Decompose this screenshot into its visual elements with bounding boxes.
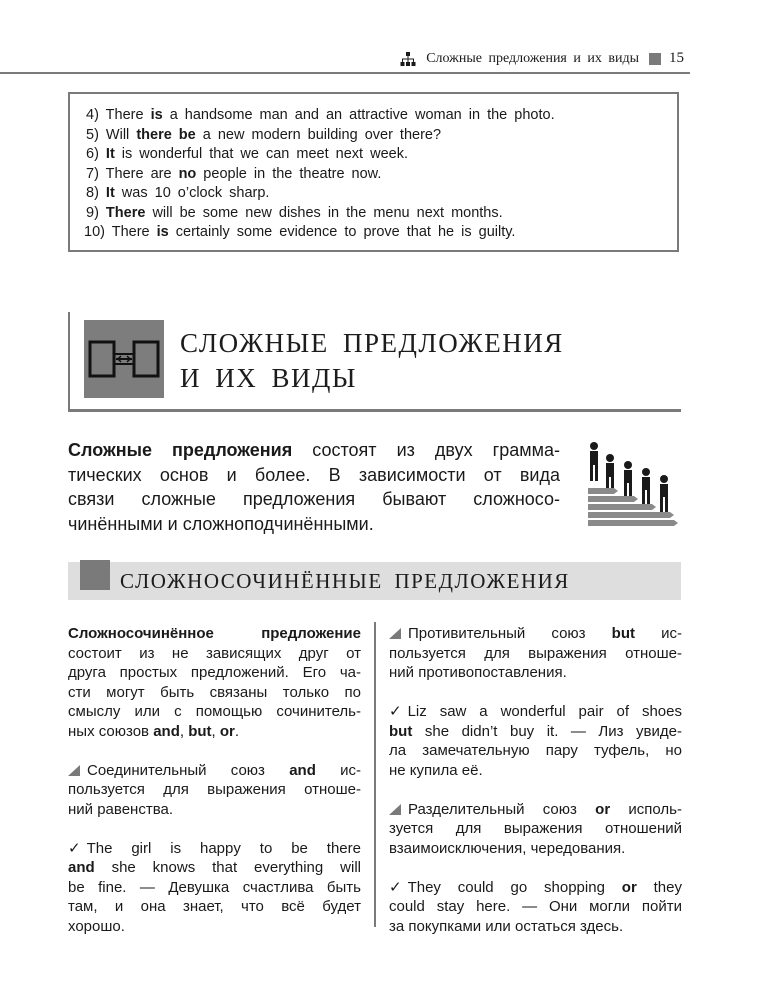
examples-box (68, 92, 679, 252)
running-header (0, 44, 690, 74)
example-or-line-3: за покупками или остаться здесь. (389, 917, 624, 935)
definition-line-6: ных союзов and, but, or. (68, 722, 240, 740)
example-line-4: 4) There is a handsome man and an attractive woman in the photo. (86, 107, 555, 123)
conjunction-and-line-1: Соединительный союз and ис- (68, 761, 361, 781)
definition-line-5: смыслу или с помощью сочинитель- (68, 703, 361, 720)
example-but-line-2: but she didn’t buy it. — Лиз увиде- (389, 722, 682, 740)
example-and-line-3: be fine. — Девушка счастлива быть (68, 878, 361, 896)
intro-line-2: тических основ и более. В зависимости от вида (68, 464, 560, 485)
conjunction-but-line-3: ний противопоставления. (389, 664, 567, 681)
example-or-line-1: ✓ They could go shopping or they (389, 878, 682, 896)
example-and-line-1: ✓ The girl is happy to be there (68, 839, 361, 857)
conjunction-but-line-2: пользуется для выражения отноше- (389, 644, 682, 662)
running-header-title: Сложные предложения и их виды (426, 50, 639, 66)
hierarchy-icon (400, 51, 416, 67)
example-or-line-2: could stay here. — Они могли пойти (389, 898, 682, 915)
section-title-line-2: И ИХ ВИДЫ (180, 363, 357, 393)
example-line-6: 6) It is wonderful that we can meet next week. (86, 146, 408, 162)
people-on-steps-icon (584, 440, 678, 528)
left-column (68, 624, 361, 936)
intro-line-4: чинёнными и сложноподчинёнными. (68, 513, 374, 534)
intro-paragraph (68, 438, 560, 536)
intro-line-1: Сложные предложения состоят из двух грамма- (68, 440, 560, 460)
conjunction-or-line-3: взаимоисключения, чередования. (389, 839, 626, 857)
check-mark-icon: ✓ (389, 878, 402, 896)
definition-line-3: друга простых предложений. Его ча- (68, 664, 361, 681)
right-column (389, 624, 682, 936)
example-but-line-4: не купила её. (389, 761, 483, 779)
definition-line-1: Сложносочинённое предложение (68, 625, 361, 642)
conjunction-or-line-2: зуется для выражения отношений (389, 820, 682, 837)
conjunction-or-line-1: Разделительный союз or исполь- (389, 800, 682, 820)
header-square-marker (649, 53, 661, 65)
example-line-7: 7) There are no people in the theatre now. (86, 165, 382, 182)
subsection-heading-band (68, 562, 681, 600)
triangle-marker-icon (389, 628, 401, 639)
example-and-line-4: там, и она знает, что всё будет (68, 898, 361, 915)
column-divider (374, 622, 376, 927)
conjunction-and-line-3: ний равенства. (68, 800, 173, 818)
section-title (180, 326, 564, 396)
example-line-9: 9) There will be some new dishes in the menu next months. (86, 204, 503, 221)
example-line-5: 5) Will there be a new modern building over there? (86, 126, 442, 143)
subsection-title: СЛОЖНОСОЧИНЁННЫЕ ПРЕДЛОЖЕНИЯ (120, 569, 570, 593)
triangle-marker-icon (68, 765, 80, 776)
section-title-line-1: СЛОЖНЫЕ ПРЕДЛОЖЕНИЯ (180, 328, 564, 358)
example-line-8: 8) It was 10 o’clock sharp. (86, 185, 270, 201)
linked-boxes-icon (84, 320, 164, 398)
triangle-marker-icon (389, 804, 401, 815)
conjunction-and-line-2: пользуется для выражения отноше- (68, 781, 361, 798)
example-and-line-2: and she knows that everything will (68, 859, 361, 876)
check-mark-icon: ✓ (68, 839, 81, 857)
example-but-line-3: ла замечательную пару туфель, но (389, 742, 682, 759)
section-icon-box (84, 320, 164, 398)
check-mark-icon: ✓ (389, 703, 402, 720)
subsection-square-marker (80, 560, 110, 590)
running-header-content (400, 50, 684, 67)
definition-line-4: сти могут быть связаны только по (68, 683, 361, 701)
example-line-10: 10) There is certainly some evidence to prove that he is guilty. (84, 224, 516, 240)
conjunction-but-line-1: Противительный союз but ис- (389, 624, 682, 644)
intro-line-3: связи сложные предложения бывают сложносо- (68, 489, 560, 509)
example-but-line-1: ✓ Liz saw a wonderful pair of shoes (389, 703, 682, 720)
section-heading (68, 312, 681, 412)
definition-line-2: состоит из не зависящих друг от (68, 644, 361, 662)
example-and-line-5: хорошо. (68, 917, 125, 935)
page-number: 15 (669, 50, 684, 66)
